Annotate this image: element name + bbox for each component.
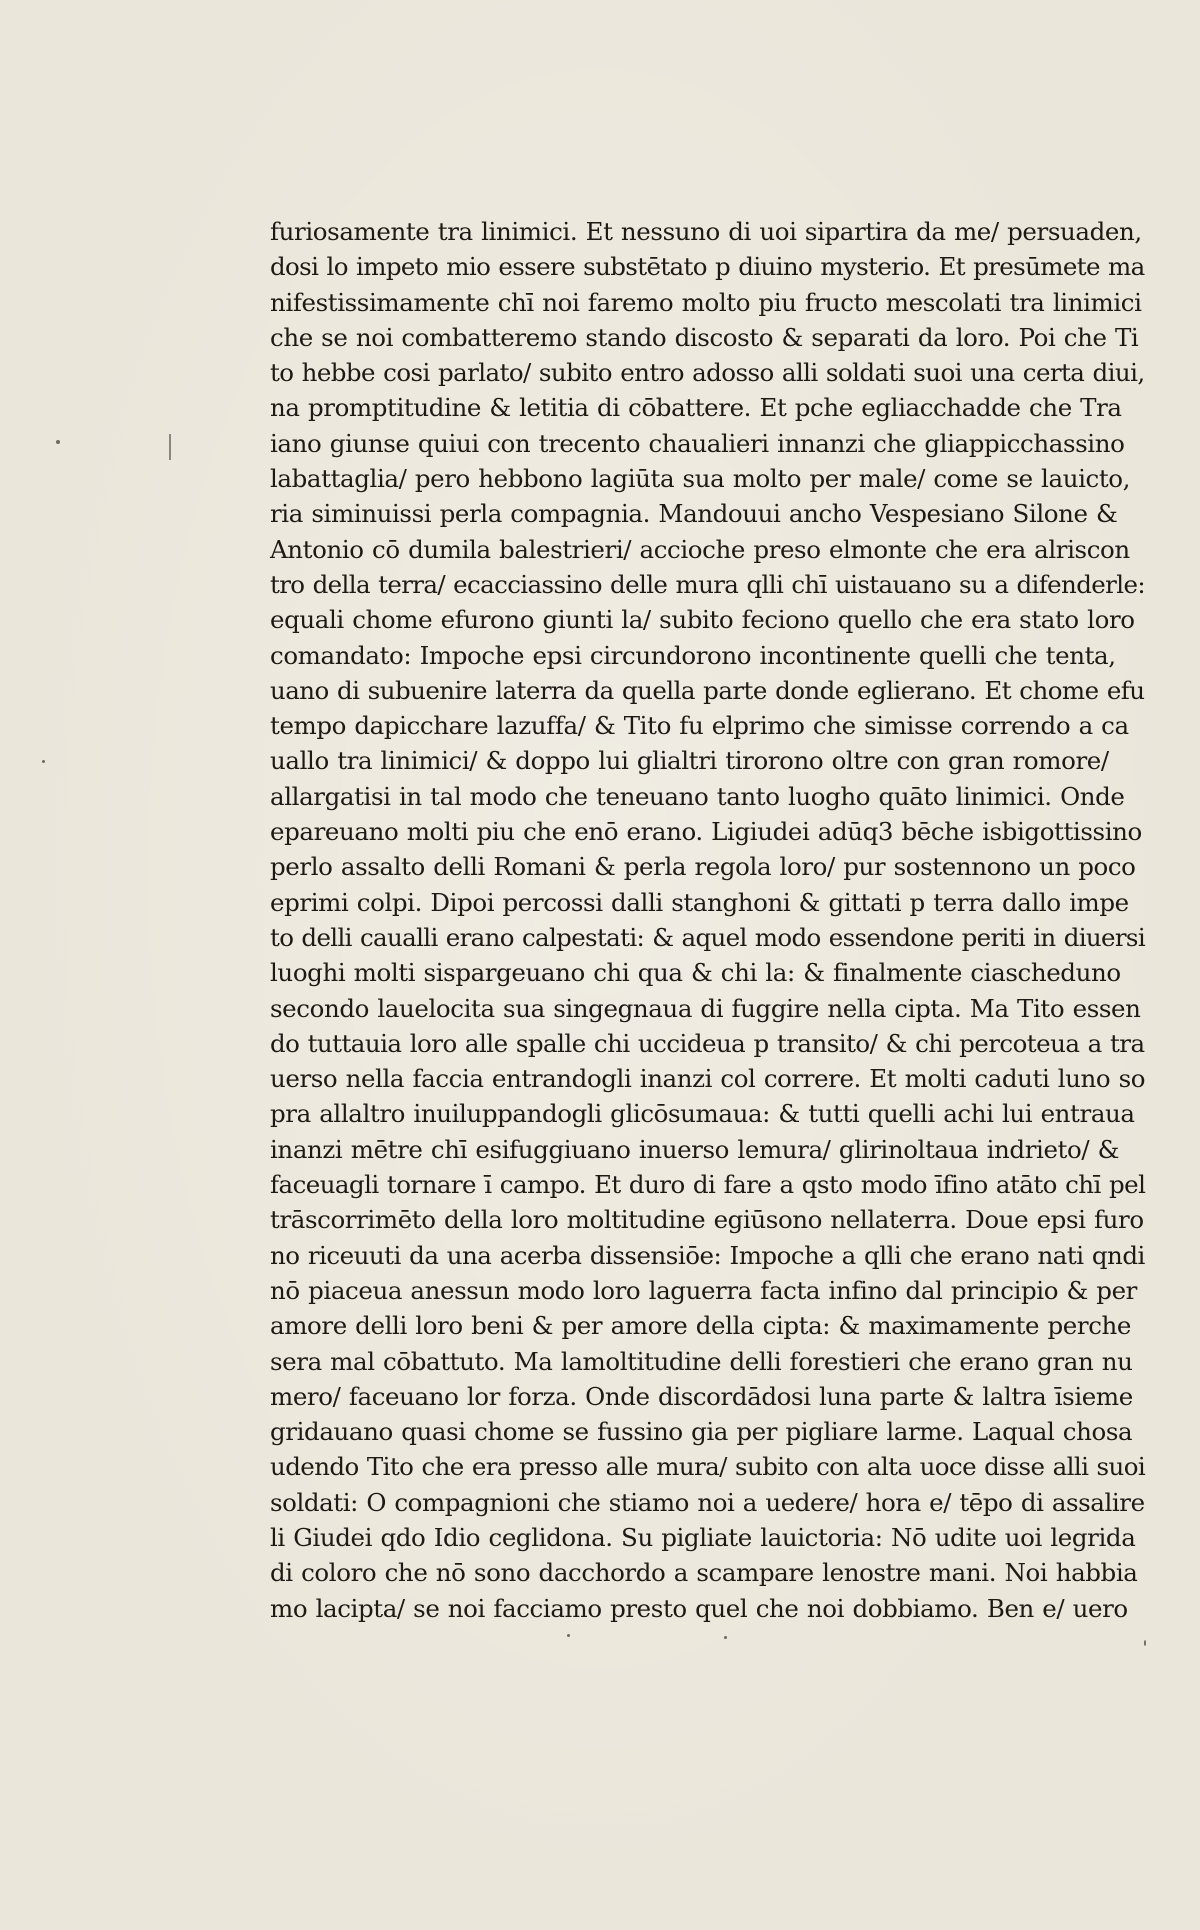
text-line: to hebbe cosi parlato/ subito entro adosso alli soldati suoi una certa diui, [270, 358, 1145, 388]
text-line: che se noi combatteremo stando discosto & separati da loro. Poi che Ti [270, 322, 1139, 352]
text-line: pra allaltro inuiluppandogli glicōsumaua: & tutti quelli achi lui entraua [270, 1099, 1135, 1129]
text-line: mo lacipta/ se noi facciamo presto quel che noi dobbiamo. Ben e/ uero [270, 1593, 1128, 1623]
text-line: di coloro che nō sono dacchordo a scampare lenostre mani. Noi habbia [270, 1558, 1138, 1588]
text-line: soldati: O compagnioni che stiamo noi a uedere/ hora e/ tēpo di assalire [270, 1487, 1145, 1517]
paper-speck [567, 1634, 570, 1637]
text-line: secondo lauelocita sua singegnaua di fuggire nella cipta. Ma Tito essen [270, 993, 1141, 1023]
text-line: eprimi colpi. Dipoi percossi dalli stanghoni & gittati p terra dallo impe [270, 887, 1129, 917]
text-line: uano di subuenire laterra da quella parte donde eglierano. Et chome efu [270, 675, 1145, 705]
text-line: to delli caualli erano calpestati: & aquel modo essendone periti in diuersi [270, 922, 1146, 952]
paper-speck [56, 440, 60, 444]
text-line: gridauano quasi chome se fussino gia per pigliare larme. Laqual chosa [270, 1417, 1133, 1447]
paper-speck [42, 760, 45, 763]
text-line: epareuano molti piu che enō erano. Ligiudei adūq3 bēche isbigottissino [270, 817, 1142, 847]
text-line: trāscorrimēto della loro moltitudine egiūsono nellaterra. Doue epsi furo [270, 1205, 1144, 1235]
text-line: luoghi molti sispargeuano chi qua & chi la: & finalmente ciascheduno [270, 958, 1121, 988]
text-line: inanzi mētre chī esifuggiuano inuerso lemura/ glirinoltaua indrieto/ & [270, 1134, 1119, 1164]
text-line: sera mal cōbattuto. Ma lamoltitudine delli forestieri che erano gran nu [270, 1346, 1133, 1376]
text-line: equali chome efurono giunti la/ subito feciono quello che era stato loro [270, 605, 1135, 635]
text-line: no riceuuti da una acerba dissensiōe: Impoche a qlli che erano nati qndi [270, 1240, 1145, 1270]
text-line: ria siminuissi perla compagnia. Mandouui ancho Vespesiano Silone & [270, 499, 1118, 529]
text-line: allargatisi in tal modo che teneuano tanto luogho quāto linimici. Onde [270, 781, 1125, 811]
text-line: labattaglia/ pero hebbono lagiūta sua molto per male/ come se lauicto, [270, 464, 1131, 494]
text-line: perlo assalto delli Romani & perla regola loro/ pur sostennono un poco [270, 852, 1136, 882]
text-line: nifestissimamente chī noi faremo molto piu fructo mescolati tra linimici [270, 287, 1142, 317]
text-line: do tuttauia loro alle spalle chi uccideua p transito/ & chi percoteua a tra [270, 1028, 1145, 1058]
printed-text-block [270, 214, 1146, 1626]
text-line: faceuagli tornare ī campo. Et duro di fare a qsto modo īfino atāto chī pel [270, 1170, 1146, 1200]
paper-mark [169, 434, 171, 460]
text-line: udendo Tito che era presso alle mura/ subito con alta uoce disse alli suoi [270, 1452, 1146, 1482]
text-line: uerso nella faccia entrandogli inanzi col correre. Et molti caduti luno so [270, 1064, 1146, 1094]
text-line: furiosamente tra linimici. Et nessuno di uoi sipartira da me/ persuaden, [270, 217, 1142, 246]
text-line: na promptitudine & letitia di cōbattere. Et pche egliacchadde che Tra [270, 393, 1122, 423]
text-line: mero/ faceuano lor forza. Onde discordādosi luna parte & laltra īsieme [270, 1381, 1133, 1411]
text-line: amore delli loro beni & per amore della cipta: & maximamente perche [270, 1311, 1131, 1341]
text-line: uallo tra linimici/ & doppo lui glialtri tirorono oltre con gran romore/ [270, 746, 1109, 776]
text-line: nō piaceua anessun modo loro laguerra facta infino dal principio & per [270, 1275, 1137, 1305]
text-line: Antonio cō dumila balestrieri/ accioche preso elmonte che era alriscon [270, 534, 1130, 564]
text-line: tempo dapicchare lazuffa/ & Tito fu elprimo che simisse correndo a ca [270, 711, 1129, 741]
text-line: li Giudei qdo Idio ceglidona. Su pigliate lauictoria: Nō udite uoi legrida [270, 1522, 1136, 1552]
text-line: comandato: Impoche epsi circundorono incontinente quelli che tenta, [270, 640, 1116, 670]
text-line: iano giunse quiui con trecento chaualieri innanzi che gliappicchassino [270, 428, 1125, 458]
paper-speck [724, 1636, 727, 1639]
text-line: dosi lo impeto mio essere substētato p diuino mysterio. Et presūmete ma [270, 252, 1145, 282]
paper-speck [1144, 1640, 1146, 1646]
text-line: tro della terra/ ecacciassino delle mura qlli chī uistauano su a difenderle: [270, 569, 1145, 599]
